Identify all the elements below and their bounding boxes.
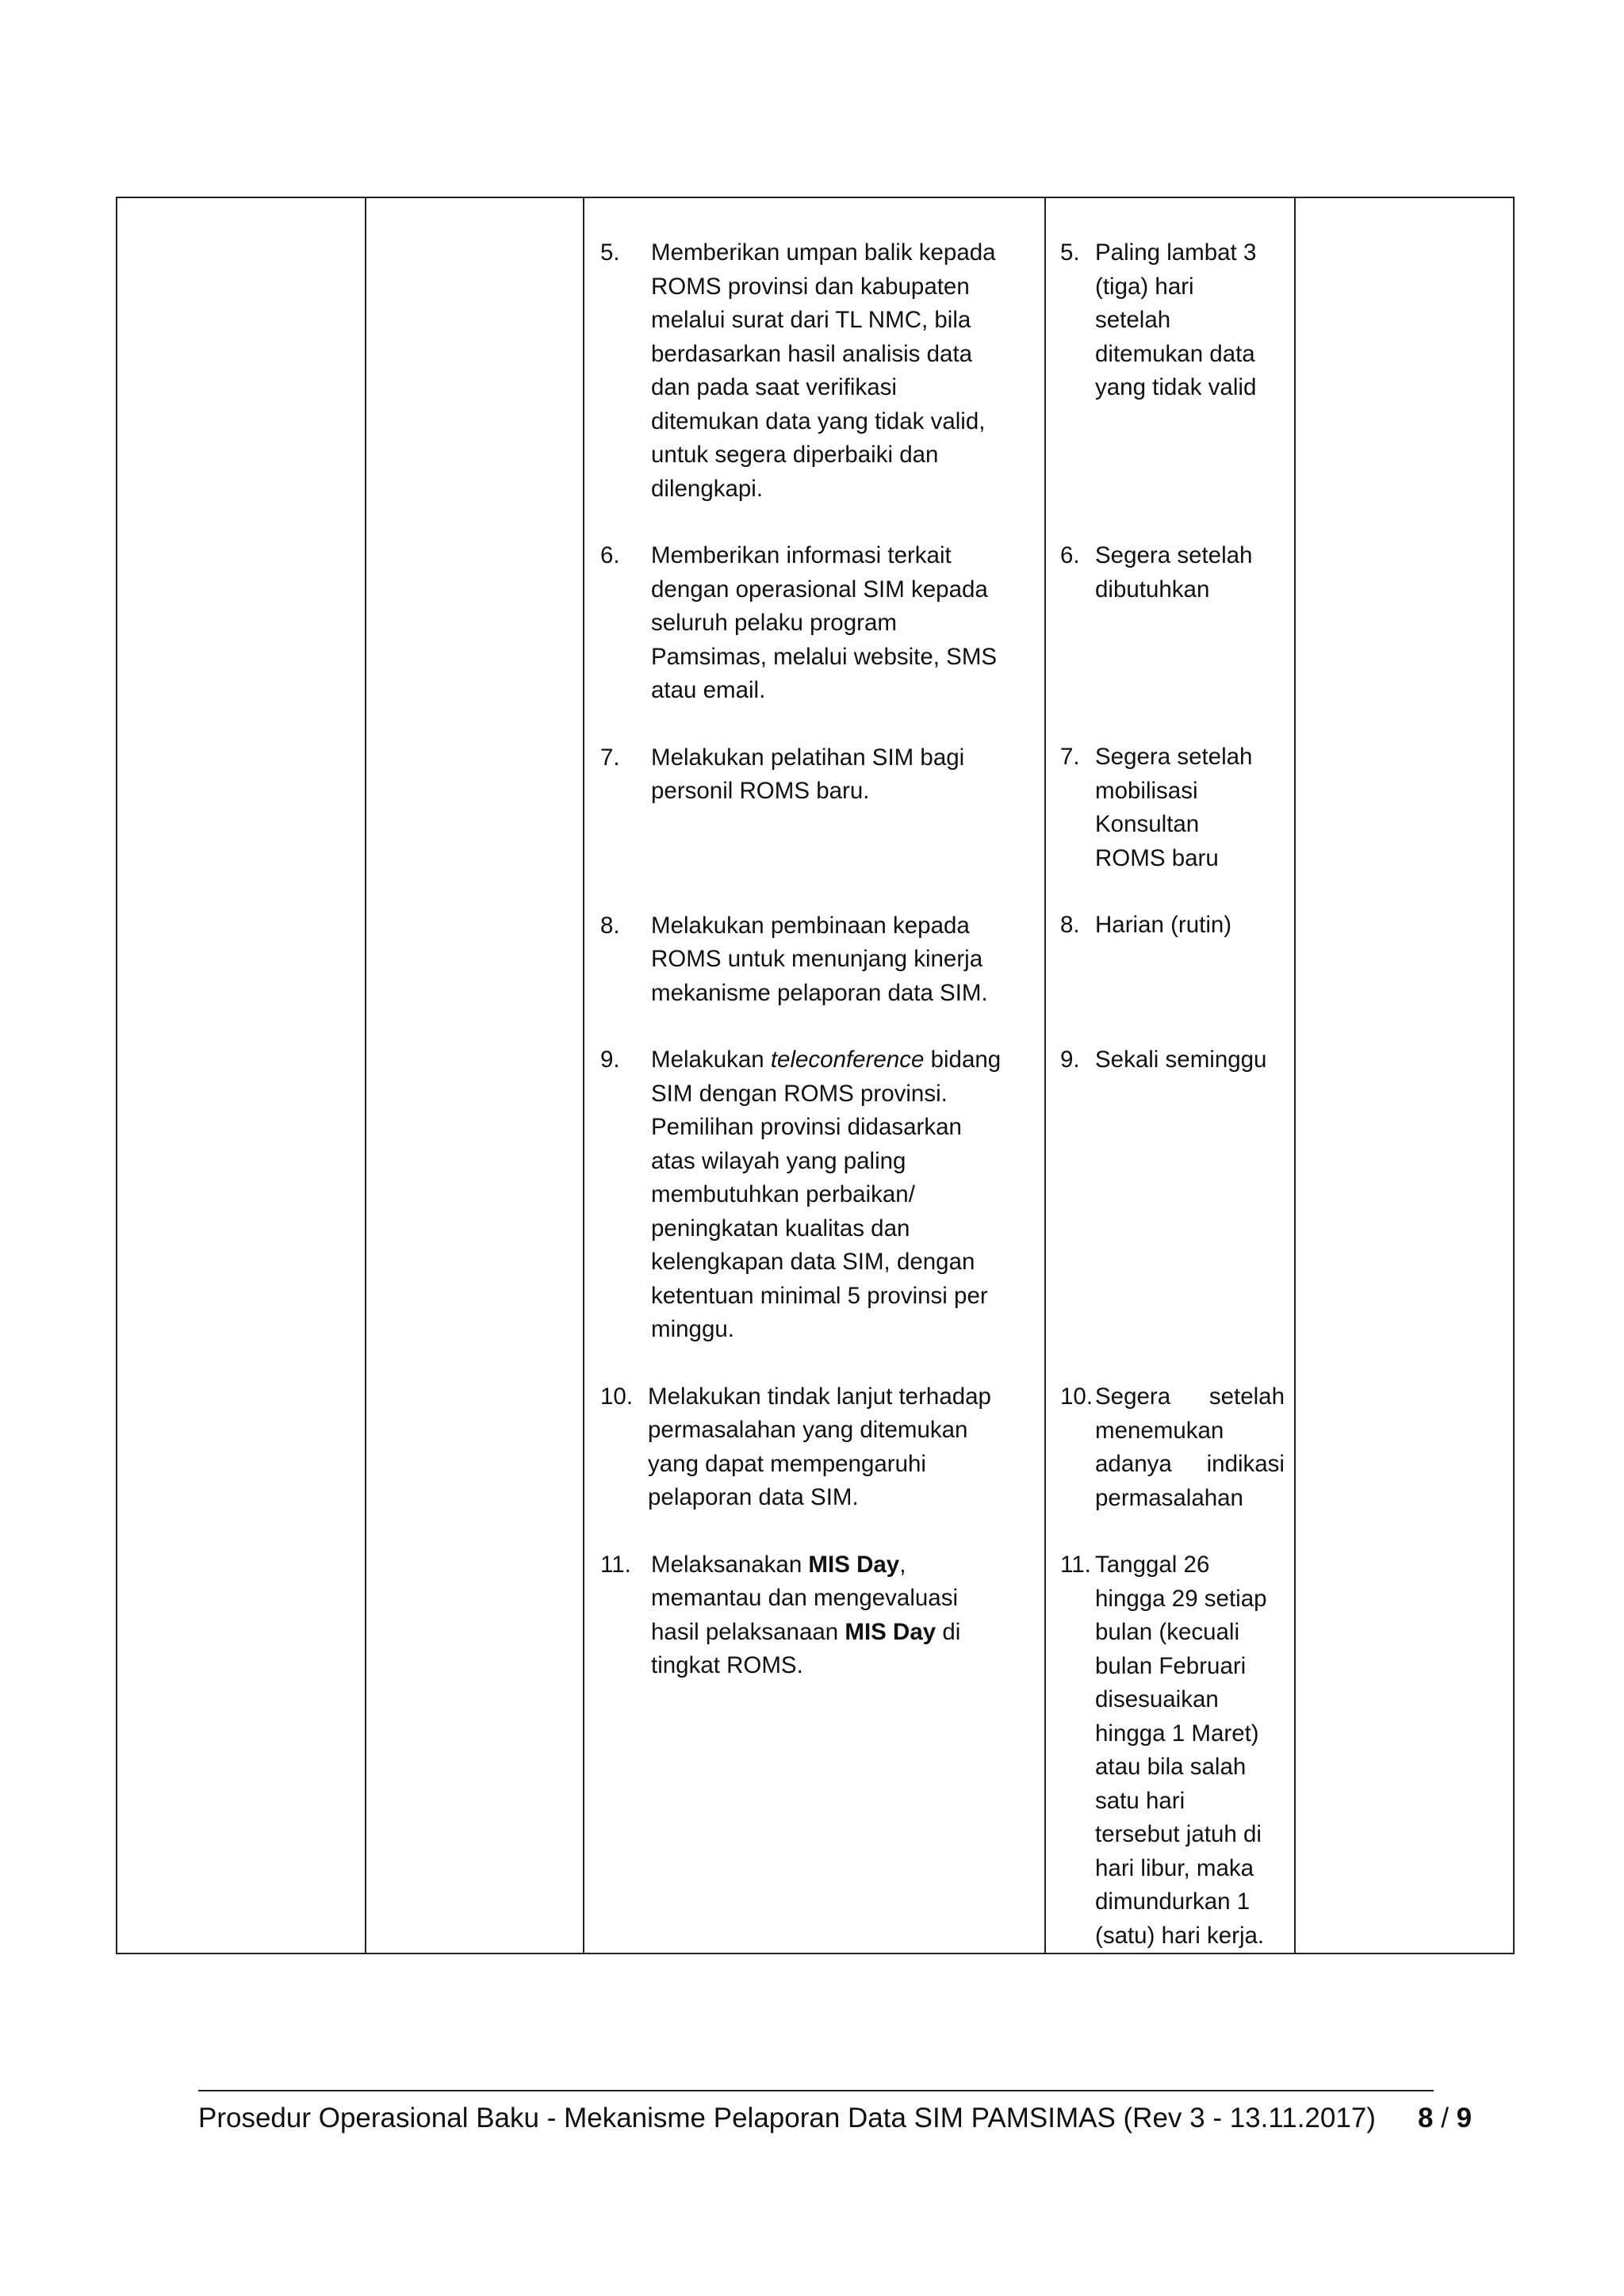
activity-text: kelengkapan data SIM, dengan — [651, 1249, 975, 1275]
activity-item-6 — [600, 539, 1028, 708]
activity-text: Melakukan teleconference bidang — [651, 1047, 1002, 1073]
timing-item-10 — [1060, 1380, 1285, 1515]
timing-text: satu hari — [1095, 1787, 1185, 1814]
activity-number: 8. — [600, 912, 620, 939]
timing-text: Segera setelah — [1095, 744, 1253, 770]
activity-number: 11. — [600, 1551, 631, 1578]
activity-text: ROMS provinsi dan kabupaten — [651, 273, 970, 300]
activity-text: seluruh pelaku program — [651, 610, 897, 636]
activity-number: 7. — [600, 744, 620, 771]
activity-item-9 — [600, 1043, 1028, 1347]
timing-text: Tanggal 26 — [1095, 1552, 1210, 1578]
footer-title: Prosedur Operasional Baku - Mekanisme Pelaporan Data SIM PAMSIMAS (Rev 3 - 13.11.2017) — [198, 2103, 1376, 2133]
timing-number: 11. — [1060, 1552, 1091, 1578]
activity-text: Pemilihan provinsi didasarkan — [651, 1114, 962, 1140]
timing-text: mobilisasi — [1095, 777, 1198, 804]
activity-text: minggu. — [651, 1316, 734, 1342]
timing-number: 6. — [1060, 542, 1080, 568]
activity-text: mekanisme pelaporan data SIM. — [651, 979, 988, 1006]
activity-number: 9. — [600, 1047, 620, 1073]
timing-text: ROMS baru — [1095, 844, 1219, 871]
emphasis-teleconference: teleconference — [770, 1047, 925, 1073]
timing-item-5 — [1060, 236, 1285, 506]
timing-text: yang tidak valid — [1095, 374, 1257, 400]
footer-divider — [198, 2090, 1434, 2091]
table-cell-empty-2 — [366, 197, 584, 1954]
procedure-table — [116, 197, 1515, 1954]
timing-text: menemukan — [1095, 1417, 1224, 1444]
activity-text: Melaksanakan MIS Day, — [651, 1551, 906, 1578]
activity-text: ketentuan minimal 5 provinsi per — [651, 1282, 988, 1309]
table-cell-activities — [584, 197, 1045, 1954]
page-separator: / — [1433, 2103, 1457, 2133]
activity-text: melalui surat dari TL NMC, bila — [651, 307, 971, 333]
activity-text: yang dapat mempengaruhi — [648, 1450, 926, 1477]
activity-text: berdasarkan hasil analisis data — [651, 340, 973, 367]
timing-word: adanya — [1095, 1451, 1172, 1477]
activity-item-7 — [600, 741, 1028, 876]
timing-number: 9. — [1060, 1047, 1080, 1073]
timing-number: 5. — [1060, 239, 1080, 266]
activity-text: Pamsimas, melalui website, SMS — [651, 643, 998, 670]
timing-text: setelah — [1095, 307, 1171, 333]
timing-text: atau bila salah — [1095, 1754, 1247, 1780]
activity-item-10 — [600, 1380, 1028, 1515]
activity-text: tingkat ROMS. — [651, 1652, 803, 1678]
timing-text: hingga 29 setiap — [1095, 1585, 1267, 1612]
timing-item-6 — [1060, 539, 1285, 707]
activity-text: dilengkapi. — [651, 475, 764, 502]
timing-item-8 — [1060, 909, 1285, 1010]
timing-text: Segera setelah — [1095, 542, 1253, 568]
activity-item-5 — [600, 236, 1028, 506]
timing-number: 8. — [1060, 912, 1080, 938]
timing-word: setelah — [1208, 1383, 1285, 1410]
timing-text — [1095, 1448, 1285, 1482]
emphasis-mis-day: MIS Day — [845, 1618, 936, 1645]
activity-text: untuk segera diperbaiki dan — [651, 442, 939, 468]
activity-item-8 — [600, 909, 1028, 1011]
timing-item-11 — [1060, 1548, 1285, 1953]
activity-text: hasil pelaksanaan MIS Day di — [651, 1618, 961, 1645]
timing-text: dibutuhkan — [1095, 576, 1210, 603]
activity-text: dan pada saat verifikasi — [651, 374, 897, 400]
timing-item-7 — [1060, 740, 1285, 875]
activity-number: 6. — [600, 542, 620, 568]
activity-text: membutuhkan perbaikan/ — [651, 1181, 915, 1207]
timing-text: ditemukan data — [1095, 340, 1255, 367]
timing-number: 7. — [1060, 744, 1080, 770]
timing-word: indikasi — [1206, 1451, 1285, 1477]
timing-text: hari libur, maka — [1095, 1854, 1254, 1881]
activity-text: atas wilayah yang paling — [651, 1147, 906, 1174]
activity-text: SIM dengan ROMS provinsi. — [651, 1080, 948, 1107]
timing-text: Konsultan — [1095, 811, 1200, 837]
timing-number: 10. — [1060, 1383, 1094, 1410]
page-total: 9 — [1456, 2103, 1473, 2133]
timing-list — [1046, 198, 1294, 1953]
timing-text: tersebut jatuh di — [1095, 1821, 1262, 1847]
table-row — [117, 197, 1514, 1954]
activity-text: ditemukan data yang tidak valid, — [651, 408, 986, 434]
activity-text: Melakukan tindak lanjut terhadap — [648, 1383, 991, 1410]
page-number — [1418, 2101, 1472, 2136]
activity-text: ROMS untuk menunjang kinerja — [651, 946, 983, 972]
activity-text: peningkatan kualitas dan — [651, 1215, 910, 1242]
timing-text: Sekali seminggu — [1095, 1047, 1267, 1073]
activity-text: permasalahan yang ditemukan — [648, 1417, 968, 1443]
activity-text: Melakukan pelatihan SIM bagi — [651, 744, 965, 771]
activity-text: Memberikan umpan balik kepada — [651, 239, 996, 266]
activity-number: 10. — [600, 1383, 634, 1410]
timing-text: (tiga) hari — [1095, 273, 1194, 300]
timing-text: (satu) hari kerja. — [1095, 1922, 1265, 1949]
timing-text: permasalahan — [1095, 1484, 1243, 1511]
activity-list — [584, 198, 1044, 1683]
timing-text: Harian (rutin) — [1095, 912, 1232, 938]
timing-item-9 — [1060, 1043, 1285, 1347]
timing-text: Paling lambat 3 — [1095, 239, 1257, 266]
page-current: 8 — [1418, 2103, 1434, 2133]
timing-text: bulan (kecuali — [1095, 1619, 1240, 1645]
activity-text: dengan operasional SIM kepada — [651, 576, 988, 603]
activity-number: 5. — [600, 239, 620, 266]
activity-text: pelaporan data SIM. — [648, 1484, 859, 1510]
timing-text: disesuaikan — [1095, 1686, 1219, 1712]
table-cell-timing — [1045, 197, 1295, 1954]
activity-text: personil ROMS baru. — [651, 778, 870, 804]
activity-text: memantau dan mengevaluasi — [651, 1585, 959, 1611]
timing-text — [1095, 1380, 1285, 1414]
activity-text: Melakukan pembinaan kepada — [651, 912, 970, 939]
timing-text: hingga 1 Maret) — [1095, 1720, 1259, 1747]
activity-text: atau email. — [651, 677, 766, 703]
timing-text: bulan Februari — [1095, 1652, 1247, 1679]
activity-text: Memberikan informasi terkait — [651, 542, 952, 568]
activity-item-11 — [600, 1548, 1028, 1683]
emphasis-mis-day: MIS Day — [808, 1551, 900, 1578]
timing-text: dimundurkan 1 — [1095, 1888, 1251, 1915]
table-cell-empty-1 — [117, 197, 366, 1954]
table-cell-empty-5 — [1295, 197, 1514, 1954]
timing-word: Segera — [1095, 1383, 1171, 1410]
